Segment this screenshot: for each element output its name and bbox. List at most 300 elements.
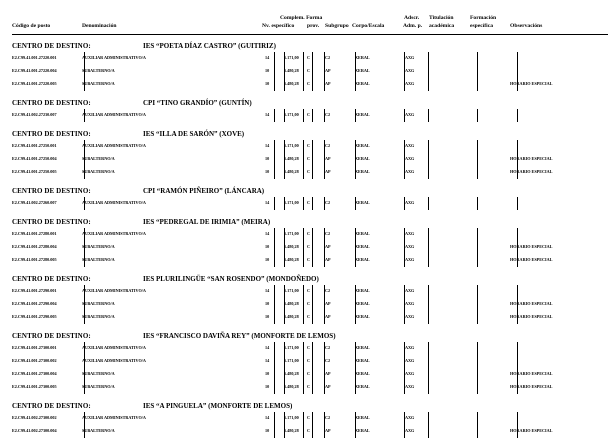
cell-den: SUBALTERNO/A — [82, 81, 115, 86]
cell-divider — [517, 140, 518, 153]
cell-divider — [477, 368, 478, 381]
cell-comp: 5.480,28 — [284, 156, 299, 161]
cell-divider — [428, 140, 429, 153]
cell-corpo: XERAL — [355, 358, 370, 363]
cell-den: SUBALTERNO/A — [82, 257, 115, 262]
centre-heading — [12, 42, 608, 51]
cell-obs: HORARIO ESPECIAL — [510, 257, 553, 262]
cell-den: SUBALTERNO/A — [82, 244, 115, 249]
cell-divider — [312, 109, 313, 122]
cell-niv: 10 — [265, 428, 270, 433]
cell-divider — [428, 342, 429, 355]
cell-code: E2.C99.41.001.27300.004 — [12, 371, 57, 376]
header-adscr: Adscr. — [404, 15, 420, 21]
cell-ads: AXG — [405, 200, 415, 205]
cell-code: E2.C99.41.001.27290.005 — [12, 314, 57, 319]
cell-divider — [428, 197, 429, 210]
cell-fp: C — [307, 244, 311, 249]
cell-niv: 14 — [265, 288, 270, 293]
cell-code: E2.C99.41.001.27300.001 — [12, 345, 57, 350]
cell-code: E2.C99.41.001.27250.001 — [12, 143, 57, 148]
cell-divider — [312, 368, 313, 381]
cell-fp: C — [307, 55, 311, 60]
cell-divider — [477, 166, 478, 179]
cell-fp: C — [307, 81, 311, 86]
cell-obs: HORARIO ESPECIAL — [510, 428, 553, 433]
header-rule — [12, 34, 608, 35]
cell-code: E2.C99.41.001.27300.002 — [12, 358, 57, 363]
cell-comp: 5.480,28 — [284, 68, 299, 73]
cell-ads: AXG — [405, 55, 415, 60]
cell-comp: 5.171,00 — [284, 112, 299, 117]
cell-comp: 5.171,00 — [284, 358, 299, 363]
cell-den: SUBALTERNO/A — [82, 301, 115, 306]
cell-divider — [428, 52, 429, 65]
cell-fp: C — [307, 358, 311, 363]
cell-divider — [274, 342, 275, 355]
header-nivel: Nv. específico — [262, 23, 295, 29]
cell-ads: AXG — [405, 143, 415, 148]
cell-corpo: XERAL — [355, 231, 370, 236]
cell-divider — [477, 78, 478, 91]
cell-den: SUBALTERNO/A — [82, 156, 115, 161]
cell-divider — [274, 381, 275, 394]
table-row — [12, 254, 608, 267]
cell-fp: C — [307, 415, 311, 420]
cell-divider — [303, 254, 304, 267]
cell-divider — [428, 381, 429, 394]
table-row — [12, 166, 608, 179]
cell-divider — [428, 228, 429, 241]
cell-corpo: XERAL — [355, 314, 370, 319]
cell-ads: AXG — [405, 68, 415, 73]
cell-divider — [477, 140, 478, 153]
table-row — [12, 355, 608, 368]
centre-name: IES “POETA DÍAZ CASTRO” (GUITIRIZ) — [143, 42, 276, 50]
cell-comp: 5.480,28 — [284, 301, 299, 306]
cell-divider — [312, 228, 313, 241]
cell-divider — [477, 241, 478, 254]
cell-obs: HORARIO ESPECIAL — [510, 314, 553, 319]
cell-divider — [517, 228, 518, 241]
table-row — [12, 425, 608, 438]
cell-comp: 5.480,28 — [284, 244, 299, 249]
cell-divider — [274, 311, 275, 324]
cell-comp: 5.480,28 — [284, 314, 299, 319]
cell-obs: HORARIO ESPECIAL — [510, 371, 553, 376]
cell-divider — [428, 78, 429, 91]
cell-divider — [517, 197, 518, 210]
cell-divider — [274, 78, 275, 91]
cell-divider — [274, 197, 275, 210]
cell-code: E2.C99.41.001.27300.005 — [12, 384, 57, 389]
header-complem: Complem. Forma — [280, 15, 323, 21]
cell-comp: 5.480,28 — [284, 371, 299, 376]
cell-divider — [517, 52, 518, 65]
cell-divider — [428, 412, 429, 425]
cell-divider — [312, 166, 313, 179]
cell-comp: 5.171,00 — [284, 200, 299, 205]
centre-label: CENTRO DE DESTINO: — [12, 130, 91, 138]
cell-divider — [312, 153, 313, 166]
table-row — [12, 298, 608, 311]
cell-divider — [428, 425, 429, 438]
cell-divider — [428, 109, 429, 122]
cell-corpo: XERAL — [355, 257, 370, 262]
cell-divider — [274, 109, 275, 122]
cell-divider — [477, 425, 478, 438]
cell-fp: C — [307, 169, 311, 174]
cell-comp: 5.171,00 — [284, 345, 299, 350]
header-subgrupo: Subgrupo — [325, 23, 349, 29]
table-row — [12, 228, 608, 241]
cell-ads: AXG — [405, 415, 415, 420]
cell-corpo: XERAL — [355, 345, 370, 350]
cell-divider — [274, 228, 275, 241]
table-row — [12, 412, 608, 425]
cell-divider — [312, 298, 313, 311]
cell-sub: AP — [325, 68, 331, 73]
centre-label: CENTRO DE DESTINO: — [12, 42, 91, 50]
cell-fp: C — [307, 384, 311, 389]
cell-divider — [274, 254, 275, 267]
cell-ads: AXG — [405, 301, 415, 306]
cell-sub: AP — [325, 301, 331, 306]
header-denominacion: Denominación — [82, 23, 117, 29]
header-observacions: Observacións — [510, 23, 543, 29]
cell-code: E2.C99.41.002.27230.007 — [12, 112, 57, 117]
cell-corpo: XERAL — [355, 301, 370, 306]
cell-code: E2.C99.41.001.27250.005 — [12, 169, 57, 174]
cell-niv: 10 — [265, 371, 270, 376]
cell-corpo: XERAL — [355, 415, 370, 420]
cell-code: E2.C99.41.001.27280.005 — [12, 257, 57, 262]
cell-fp: C — [307, 68, 311, 73]
cell-divider — [517, 412, 518, 425]
cell-corpo: XERAL — [355, 143, 370, 148]
cell-code: E2.C99.41.002.27300.004 — [12, 428, 57, 433]
header-prov: prov. — [307, 23, 320, 29]
table-header — [0, 14, 615, 34]
cell-divider — [312, 355, 313, 368]
centre-label: CENTRO DE DESTINO: — [12, 218, 91, 226]
cell-den: AUXILIAR ADMINISTRATIVO/A — [82, 415, 146, 420]
cell-niv: 10 — [265, 81, 270, 86]
header-titulacion-2: académica — [429, 23, 455, 29]
centre-name: CPI “RAMÓN PIÑEIRO” (LÁNCARA) — [143, 187, 265, 195]
cell-divider — [303, 52, 304, 65]
cell-sub: C2 — [325, 200, 331, 205]
cell-divider — [477, 381, 478, 394]
cell-sub: C2 — [325, 55, 331, 60]
cell-obs: HORARIO ESPECIAL — [510, 244, 553, 249]
cell-divider — [477, 285, 478, 298]
cell-ads: AXG — [405, 81, 415, 86]
cell-divider — [477, 52, 478, 65]
cell-divider — [477, 412, 478, 425]
centre-label: CENTRO DE DESTINO: — [12, 332, 91, 340]
cell-comp: 5.171,00 — [284, 231, 299, 236]
cell-divider — [428, 153, 429, 166]
table-row — [12, 78, 608, 91]
cell-niv: 14 — [265, 415, 270, 420]
cell-sub: C2 — [325, 231, 331, 236]
cell-den: AUXILIAR ADMINISTRATIVO/A — [82, 345, 146, 350]
cell-ads: AXG — [405, 314, 415, 319]
cell-ads: AXG — [405, 345, 415, 350]
cell-sub: AP — [325, 428, 331, 433]
cell-divider — [312, 381, 313, 394]
cell-divider — [274, 140, 275, 153]
centre-label: CENTRO DE DESTINO: — [12, 402, 91, 410]
cell-niv: 10 — [265, 169, 270, 174]
centre-name: IES “A PINGUELA” (MONFORTE DE LEMOS) — [143, 402, 293, 410]
cell-code: E2.C99.41.002.27260.007 — [12, 200, 57, 205]
cell-den: AUXILIAR ADMINISTRATIVO/A — [82, 231, 146, 236]
cell-niv: 10 — [265, 68, 270, 73]
cell-niv: 10 — [265, 384, 270, 389]
cell-divider — [428, 241, 429, 254]
cell-corpo: XERAL — [355, 156, 370, 161]
centre-heading — [12, 130, 608, 139]
cell-fp: C — [307, 231, 311, 236]
cell-niv: 14 — [265, 112, 270, 117]
cell-sub: AP — [325, 169, 331, 174]
cell-comp: 5.480,28 — [284, 257, 299, 262]
cell-fp: C — [307, 156, 311, 161]
cell-den: AUXILIAR ADMINISTRATIVO/A — [82, 358, 146, 363]
cell-divider — [303, 241, 304, 254]
cell-divider — [312, 425, 313, 438]
cell-ads: AXG — [405, 169, 415, 174]
cell-fp: C — [307, 428, 311, 433]
centre-name: IES “FRANCISCO DAVIÑA REY” (MONFORTE DE LEMOS) — [143, 332, 336, 340]
cell-code: E2.C99.41.001.27290.001 — [12, 288, 57, 293]
cell-comp: 5.480,28 — [284, 384, 299, 389]
centre-name: IES PLURILINGÜE “SAN ROSENDO” (MONDOÑEDO) — [143, 275, 319, 283]
cell-divider — [428, 65, 429, 78]
cell-comp: 5.480,28 — [284, 169, 299, 174]
cell-code: E2.C99.41.002.27300.002 — [12, 415, 57, 420]
cell-divider — [517, 355, 518, 368]
cell-niv: 10 — [265, 156, 270, 161]
cell-fp: C — [307, 112, 311, 117]
cell-divider — [428, 298, 429, 311]
cell-divider — [312, 241, 313, 254]
cell-niv: 10 — [265, 257, 270, 262]
cell-divider — [312, 311, 313, 324]
cell-den: AUXILIAR ADMINISTRATIVO/A — [82, 200, 146, 205]
cell-sub: AP — [325, 371, 331, 376]
cell-divider — [274, 65, 275, 78]
cell-den: SUBALTERNO/A — [82, 68, 115, 73]
cell-corpo: XERAL — [355, 55, 370, 60]
cell-comp: 5.171,00 — [284, 415, 299, 420]
header-codigo: Código de posto — [12, 23, 51, 29]
centre-heading — [12, 187, 608, 196]
cell-corpo: XERAL — [355, 428, 370, 433]
cell-ads: AXG — [405, 371, 415, 376]
header-corpo: Corpo/Escala — [352, 23, 385, 29]
cell-niv: 14 — [265, 358, 270, 363]
cell-obs: HORARIO ESPECIAL — [510, 81, 553, 86]
cell-code: E2.C99.41.001.27220.004 — [12, 68, 57, 73]
cell-corpo: XERAL — [355, 81, 370, 86]
cell-divider — [477, 109, 478, 122]
cell-corpo: XERAL — [355, 288, 370, 293]
centre-name: CPI “TINO GRANDÍO” (GUNTÍN) — [143, 99, 252, 107]
cell-divider — [303, 228, 304, 241]
cell-divider — [303, 140, 304, 153]
cell-divider — [303, 381, 304, 394]
cell-divider — [477, 197, 478, 210]
cell-divider — [303, 311, 304, 324]
cell-divider — [274, 153, 275, 166]
table-row — [12, 381, 608, 394]
cell-comp: 5.171,00 — [284, 288, 299, 293]
cell-fp: C — [307, 288, 311, 293]
cell-comp: 5.171,00 — [284, 143, 299, 148]
cell-code: E2.C99.41.001.27220.005 — [12, 81, 57, 86]
cell-divider — [303, 412, 304, 425]
table-row — [12, 241, 608, 254]
cell-divider — [274, 412, 275, 425]
cell-divider — [274, 355, 275, 368]
cell-divider — [477, 254, 478, 267]
cell-divider — [303, 425, 304, 438]
cell-divider — [303, 109, 304, 122]
centre-name: IES “ILLA DE SARÓN” (XOVE) — [143, 130, 245, 138]
cell-divider — [274, 166, 275, 179]
cell-den: SUBALTERNO/A — [82, 371, 115, 376]
cell-divider — [303, 197, 304, 210]
cell-divider — [312, 254, 313, 267]
cell-ads: AXG — [405, 156, 415, 161]
cell-niv: 14 — [265, 345, 270, 350]
cell-obs: HORARIO ESPECIAL — [510, 156, 553, 161]
cell-sub: C2 — [325, 288, 331, 293]
cell-sub: C2 — [325, 345, 331, 350]
cell-code: E2.C99.41.001.27290.004 — [12, 301, 57, 306]
cell-divider — [517, 285, 518, 298]
cell-ads: AXG — [405, 112, 415, 117]
centre-label: CENTRO DE DESTINO: — [12, 99, 91, 107]
cell-divider — [303, 166, 304, 179]
cell-divider — [312, 342, 313, 355]
cell-niv: 14 — [265, 55, 270, 60]
cell-divider — [312, 65, 313, 78]
table-row — [12, 153, 608, 166]
cell-obs: HORARIO ESPECIAL — [510, 301, 553, 306]
centre-heading — [12, 218, 608, 227]
cell-sub: C2 — [325, 358, 331, 363]
header-titulacion: Titulación — [429, 15, 454, 21]
cell-divider — [303, 153, 304, 166]
cell-code: E2.C99.41.001.27280.004 — [12, 244, 57, 249]
cell-den: SUBALTERNO/A — [82, 314, 115, 319]
cell-divider — [477, 65, 478, 78]
cell-divider — [477, 311, 478, 324]
cell-divider — [517, 109, 518, 122]
cell-ads: AXG — [405, 428, 415, 433]
cell-ads: AXG — [405, 257, 415, 262]
cell-divider — [303, 368, 304, 381]
cell-niv: 10 — [265, 301, 270, 306]
cell-divider — [303, 78, 304, 91]
cell-niv: 10 — [265, 314, 270, 319]
cell-fp: C — [307, 200, 311, 205]
cell-comp: 5.171,00 — [284, 55, 299, 60]
cell-divider — [303, 298, 304, 311]
cell-divider — [274, 368, 275, 381]
cell-corpo: XERAL — [355, 68, 370, 73]
cell-ads: AXG — [405, 288, 415, 293]
centre-label: CENTRO DE DESTINO: — [12, 187, 91, 195]
cell-divider — [312, 412, 313, 425]
cell-divider — [477, 228, 478, 241]
table-row — [12, 368, 608, 381]
cell-divider — [303, 355, 304, 368]
cell-corpo: XERAL — [355, 200, 370, 205]
cell-divider — [274, 285, 275, 298]
centre-name: IES “PEDREGAL DE IRIMIA” (MEIRA) — [143, 218, 271, 226]
cell-sub: AP — [325, 384, 331, 389]
cell-divider — [428, 311, 429, 324]
cell-divider — [312, 140, 313, 153]
table-row — [12, 140, 608, 153]
cell-sub: AP — [325, 314, 331, 319]
cell-code: E2.C99.41.001.27220.001 — [12, 55, 57, 60]
header-formacion-2: específica — [470, 23, 493, 29]
cell-divider — [428, 166, 429, 179]
cell-fp: C — [307, 257, 311, 262]
cell-fp: C — [307, 143, 311, 148]
cell-fp: C — [307, 301, 311, 306]
cell-niv: 10 — [265, 244, 270, 249]
table-row — [12, 52, 608, 65]
table-row — [12, 285, 608, 298]
cell-divider — [312, 285, 313, 298]
cell-den: SUBALTERNO/A — [82, 384, 115, 389]
cell-ads: AXG — [405, 244, 415, 249]
cell-sub: AP — [325, 156, 331, 161]
cell-divider — [517, 342, 518, 355]
table-row — [12, 109, 608, 122]
cell-corpo: XERAL — [355, 169, 370, 174]
cell-divider — [312, 197, 313, 210]
centre-heading — [12, 275, 608, 284]
cell-divider — [274, 241, 275, 254]
table-row — [12, 311, 608, 324]
centre-label: CENTRO DE DESTINO: — [12, 275, 91, 283]
cell-sub: AP — [325, 257, 331, 262]
cell-den: AUXILIAR ADMINISTRATIVO/A — [82, 143, 146, 148]
cell-sub: C2 — [325, 112, 331, 117]
table-row — [12, 197, 608, 210]
cell-fp: C — [307, 345, 311, 350]
centre-heading — [12, 99, 608, 108]
cell-ads: AXG — [405, 358, 415, 363]
cell-divider — [477, 298, 478, 311]
cell-divider — [477, 342, 478, 355]
cell-den: AUXILIAR ADMINISTRATIVO/A — [82, 55, 146, 60]
cell-sub: C2 — [325, 415, 331, 420]
cell-niv: 14 — [265, 143, 270, 148]
cell-corpo: XERAL — [355, 371, 370, 376]
cell-sub: C2 — [325, 143, 331, 148]
cell-divider — [274, 425, 275, 438]
cell-fp: C — [307, 314, 311, 319]
